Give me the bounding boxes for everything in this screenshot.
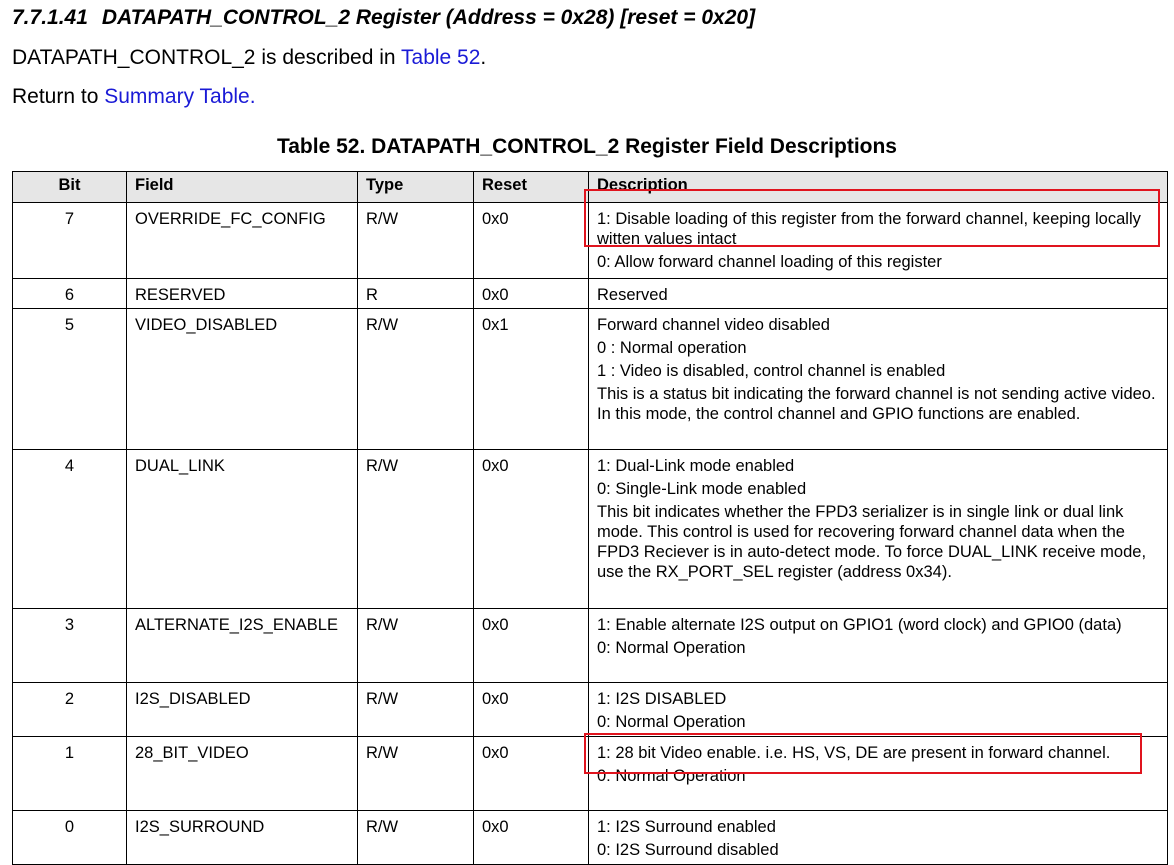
description-cell xyxy=(589,737,1168,811)
table-header-row xyxy=(13,172,1168,203)
header-field: Field xyxy=(127,172,358,203)
bit-cell: 5 xyxy=(13,309,127,450)
intro-text: DATAPATH_CONTROL_2 is described in xyxy=(12,46,402,69)
table-row xyxy=(13,450,1168,609)
description-line: This is a status bit indicating the forward channel is not sending active video. In this mode, the control channel and GPIO functions are enabled. xyxy=(597,385,1156,423)
field-cell: OVERRIDE_FC_CONFIG xyxy=(127,203,358,279)
bit-cell: 3 xyxy=(13,609,127,683)
type-cell: R xyxy=(358,279,474,309)
reset-cell: 0x0 xyxy=(474,811,589,865)
description-line: 1: 28 bit Video enable. i.e. HS, VS, DE are present in forward channel. xyxy=(597,744,1111,762)
type-cell: R/W xyxy=(358,609,474,683)
field-cell: VIDEO_DISABLED xyxy=(127,309,358,450)
bit-cell: 7 xyxy=(13,203,127,279)
description-line: 1 : Video is disabled, control channel is enabled xyxy=(597,362,946,380)
description-line: 1: I2S DISABLED xyxy=(597,690,727,708)
type-cell: R/W xyxy=(358,811,474,865)
description-line: 1: Dual-Link mode enabled xyxy=(597,457,795,475)
reset-cell: 0x0 xyxy=(474,737,589,811)
reset-cell: 0x0 xyxy=(474,279,589,309)
description-line: 0: I2S Surround disabled xyxy=(597,841,779,859)
description-line: 0: Normal Operation xyxy=(597,713,746,731)
table-caption: Table 52. DATAPATH_CONTROL_2 Register Field Descriptions xyxy=(276,135,897,158)
reset-cell: 0x1 xyxy=(474,309,589,450)
description-line: 1: Disable loading of this register from the forward channel, keeping locally witten values intact xyxy=(597,210,1141,248)
section-title: DATAPATH_CONTROL_2 Register (Address = 0x28) [reset = 0x20] xyxy=(101,6,756,29)
table-row xyxy=(13,309,1168,450)
table-row xyxy=(13,737,1168,811)
bit-cell: 0 xyxy=(13,811,127,865)
field-cell: ALTERNATE_I2S_ENABLE xyxy=(127,609,358,683)
reset-cell: 0x0 xyxy=(474,683,589,737)
header-bit: Bit xyxy=(13,172,127,203)
bit-cell: 1 xyxy=(13,737,127,811)
summary-table-link[interactable]: Summary Table. xyxy=(104,85,256,108)
bit-cell: 4 xyxy=(13,450,127,609)
description-line: 0 : Normal operation xyxy=(597,339,747,357)
field-cell: 28_BIT_VIDEO xyxy=(127,737,358,811)
field-cell: RESERVED xyxy=(127,279,358,309)
intro-paragraph xyxy=(12,46,486,70)
reset-cell: 0x0 xyxy=(474,609,589,683)
field-cell: DUAL_LINK xyxy=(127,450,358,609)
bit-cell: 2 xyxy=(13,683,127,737)
description-line: Forward channel video disabled xyxy=(597,316,830,334)
type-cell: R/W xyxy=(358,450,474,609)
reset-cell: 0x0 xyxy=(474,203,589,279)
description-cell xyxy=(589,683,1168,737)
table-row xyxy=(13,609,1168,683)
description-line: 0: Normal Operation xyxy=(597,767,746,785)
table-row xyxy=(13,683,1168,737)
type-cell: R/W xyxy=(358,683,474,737)
description-cell xyxy=(589,609,1168,683)
description-line: 1: Enable alternate I2S output on GPIO1 (word clock) and GPIO0 (data) xyxy=(597,616,1122,634)
table-row xyxy=(13,811,1168,865)
section-heading xyxy=(12,6,755,30)
type-cell: R/W xyxy=(358,309,474,450)
description-line: 1: I2S Surround enabled xyxy=(597,818,776,836)
return-paragraph xyxy=(12,85,256,109)
description-line: 0: Normal Operation xyxy=(597,639,746,657)
header-reset: Reset xyxy=(474,172,589,203)
header-type: Type xyxy=(358,172,474,203)
table-row xyxy=(13,203,1168,279)
description-line: Reserved xyxy=(597,286,668,304)
type-cell: R/W xyxy=(358,737,474,811)
description-cell xyxy=(589,811,1168,865)
intro-period: . xyxy=(480,46,487,69)
description-line: This bit indicates whether the FPD3 serializer is in single link or dual link mode. This control is used for recovering forward channel data when the FPD3 Reciever is in auto-detect mode. To force DUAL_LINK receive mode, use the RX_PORT_SEL register (address 0x34). xyxy=(597,503,1147,581)
description-line: 0: Allow forward channel loading of this register xyxy=(597,253,942,271)
description-line: 0: Single-Link mode enabled xyxy=(597,480,807,498)
table-link[interactable]: Table 52 xyxy=(401,46,481,69)
register-field-table xyxy=(12,171,1168,865)
description-cell xyxy=(589,279,1168,309)
description-cell xyxy=(589,309,1168,450)
bit-cell: 6 xyxy=(13,279,127,309)
header-description: Description xyxy=(589,172,1168,203)
field-cell: I2S_SURROUND xyxy=(127,811,358,865)
description-cell xyxy=(589,450,1168,609)
return-text: Return to xyxy=(12,85,105,108)
field-cell: I2S_DISABLED xyxy=(127,683,358,737)
reset-cell: 0x0 xyxy=(474,450,589,609)
type-cell: R/W xyxy=(358,203,474,279)
description-cell xyxy=(589,203,1168,279)
section-number: 7.7.1.41 xyxy=(12,6,88,29)
table-row xyxy=(13,279,1168,309)
